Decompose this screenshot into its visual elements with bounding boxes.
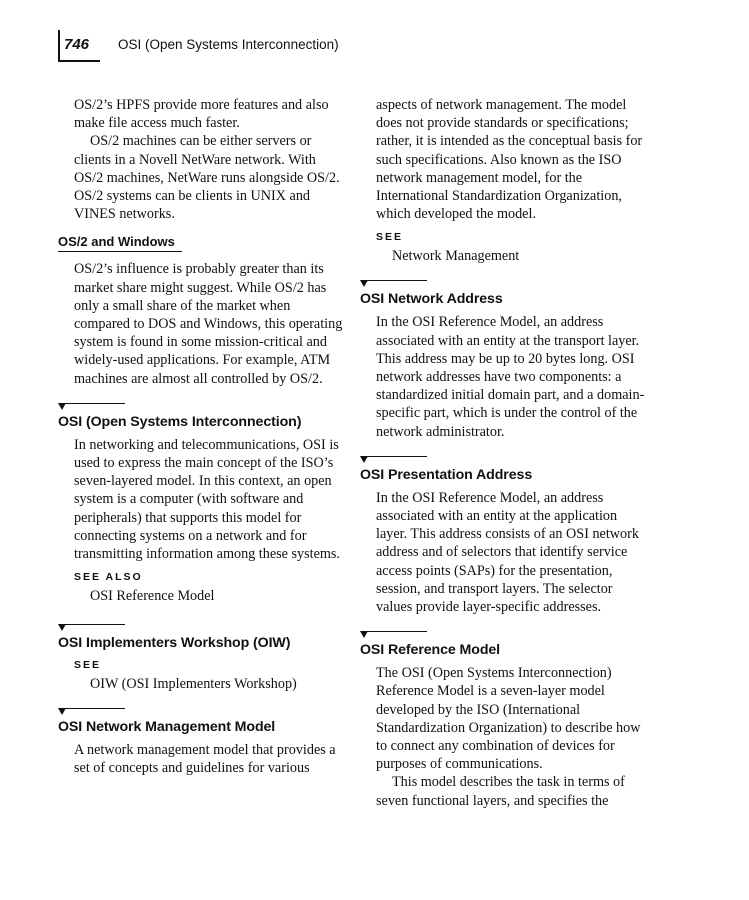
entry-title: OSI Presentation Address <box>360 466 533 483</box>
subsection-text: OS/2’s influence is probably greater than its market share might suggest. While OS/2 has only a small share of the market when compared to DOS and Windows, this operating system is found in some mission-critical and widely-used applications. For example, ATM machines are almost all controlled by OS/2. <box>74 261 343 387</box>
entry-text: In the OSI Reference Model, an address associated with an entity at the application layer. This address consists of an OSI network address and of selectors that identify service access points (SAPs) for the presentation, session, and transport layers. The selector values provide layer-specific addresses. <box>376 489 639 616</box>
cross-reference-link[interactable]: Network Management <box>392 248 520 265</box>
entry-text-2: This model describes the task in terms of seven functional layers, and specifies the <box>376 774 625 809</box>
see-label: SEE <box>376 231 404 244</box>
page-number: 746 <box>64 36 90 53</box>
header-page-number-underline <box>58 60 100 62</box>
subsection-rule <box>58 251 182 252</box>
subsection-title: OS/2 and Windows <box>58 234 175 250</box>
see-label: SEE <box>74 659 102 672</box>
running-title: OSI (Open Systems Interconnection) <box>118 37 339 52</box>
entry-marker-icon <box>360 630 428 640</box>
entry-osi-network-address <box>360 279 650 440</box>
running-header <box>58 22 698 62</box>
intro-paragraph-1: OS/2’s HPFS provide more features and also make file access much faster. <box>74 97 329 132</box>
entry-text: In networking and telecommunications, OSI is used to express the main concept of the ISO’s seven-layered model. In this context, an open system is a computer (with software and peripherals) that supports this model for connecting systems on a network and for transmitting information among these systems. <box>74 436 340 563</box>
entry-title: OSI (Open Systems Interconnection) <box>58 413 302 430</box>
entry-oiw <box>58 623 348 693</box>
entry-text: A network management model that provides a set of concepts and guidelines for various <box>74 742 336 777</box>
see-also-label: SEE ALSO <box>74 571 143 584</box>
entry-marker-icon <box>58 707 126 717</box>
entry-network-management-model <box>58 707 348 777</box>
cross-reference-link[interactable]: OIW (OSI Implementers Workshop) <box>90 676 297 693</box>
entry-title: OSI Network Address <box>360 291 503 308</box>
entry-title: OSI Reference Model <box>360 642 501 659</box>
entry-osi-presentation-address <box>360 455 650 616</box>
entry-osi-reference-model <box>360 630 650 810</box>
entry-title: OSI Network Management Model <box>58 719 276 736</box>
entry-text-1: The OSI (Open Systems Interconnection) Reference Model is a seven-layer model developed by the ISO (International Standardization Organization) to describe how to connect any combination of devices for purposes of communications. <box>376 665 641 773</box>
entry-osi <box>58 402 348 605</box>
entry-marker-icon <box>360 455 428 465</box>
right-column <box>360 96 650 810</box>
continued-paragraph: aspects of network management. The model does not provide standards or specifications; rather, it is intended as the conceptual basis for such specifications. Also known as the ISO network management model, for the International Standardization Organization, which developed the model. <box>376 97 643 223</box>
left-column <box>58 96 348 778</box>
intro-paragraph-2: OS/2 machines can be either servers or clients in a Novell NetWare network. With OS/2 machines, NetWare runs alongside OS/2. OS/2 systems can be clients in UNIX and VINES networks. <box>74 133 340 223</box>
entry-text: In the OSI Reference Model, an address associated with an entity at the transport layer. This address may be up to 20 bytes long. OSI network addresses have two components: a standardized initial domain part, and a domain-specific part, which is under the control of the network administrator. <box>376 314 645 440</box>
entry-title: OSI Implementers Workshop (OIW) <box>58 635 291 652</box>
cross-reference-link[interactable]: OSI Reference Model <box>90 588 215 605</box>
entry-marker-icon <box>58 623 126 633</box>
header-vertical-rule <box>58 30 60 62</box>
subsection-os2-windows <box>58 233 348 387</box>
entry-marker-icon <box>360 279 428 289</box>
entry-marker-icon <box>58 402 126 412</box>
